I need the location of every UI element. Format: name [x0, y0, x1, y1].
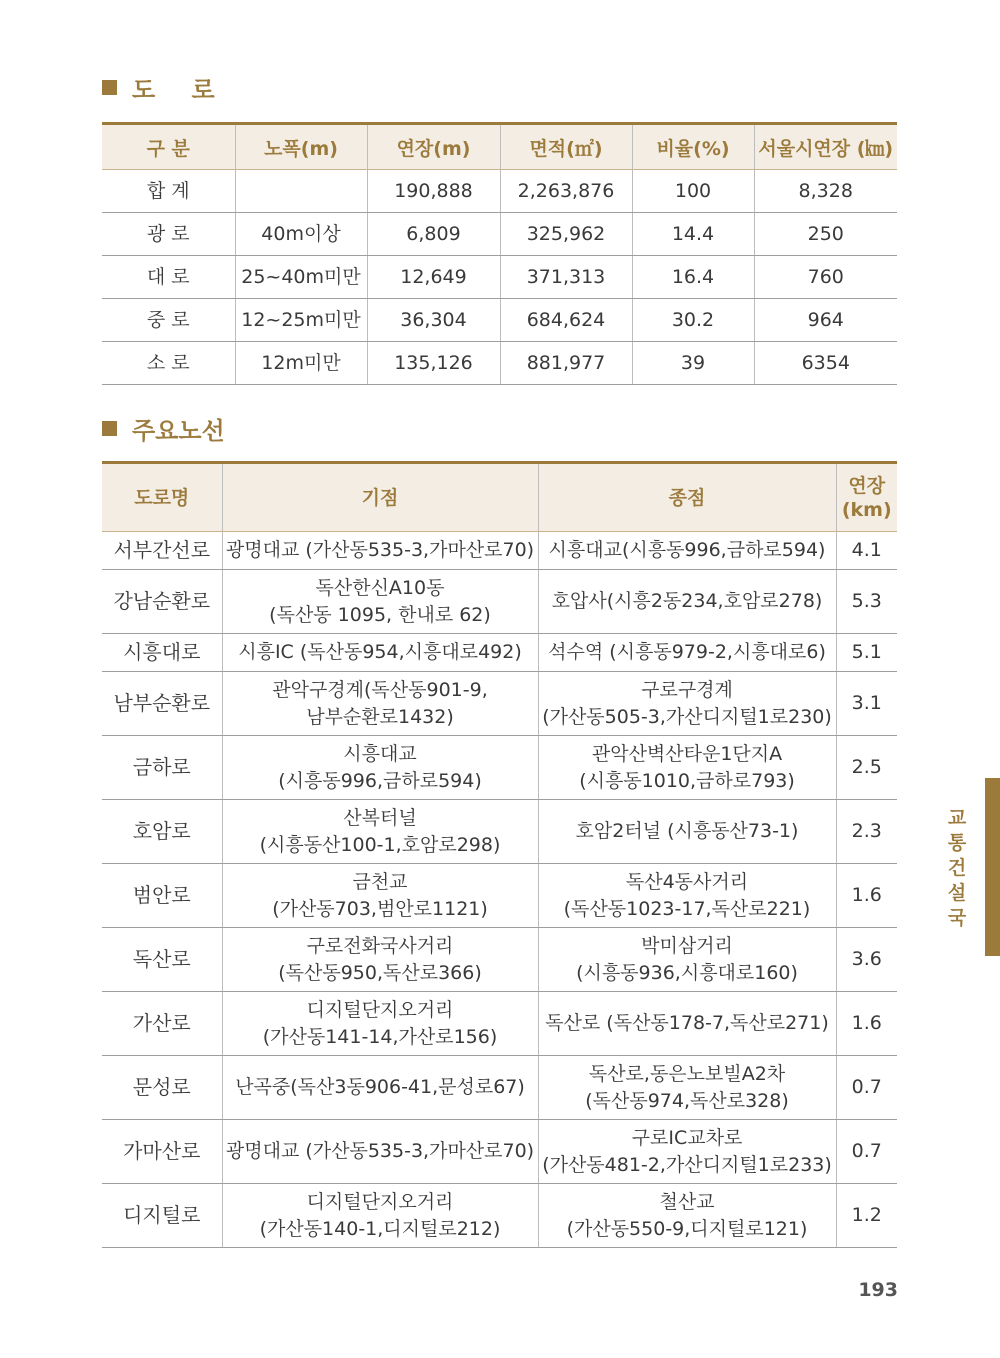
table-cell: 25~40m미만: [235, 256, 367, 299]
end-point-line: 구로IC교차로: [631, 1126, 743, 1149]
table-cell: [235, 170, 367, 213]
table-cell: 760: [754, 256, 897, 299]
end-point-cell: [538, 1120, 836, 1184]
table-cell: 12m미만: [235, 342, 367, 385]
side-tab-marker: [985, 778, 1000, 956]
start-point-cell: [222, 532, 538, 570]
table-cell: 100: [632, 170, 754, 213]
end-point-cell: [538, 634, 836, 672]
table-cell: 371,313: [500, 256, 632, 299]
start-point-line: (독산동950,독산로366): [278, 961, 482, 984]
header-road-name: 도로명: [102, 463, 222, 532]
table-row: [102, 992, 897, 1056]
table-cell: 30.2: [632, 299, 754, 342]
length-cell: 2.3: [836, 800, 897, 864]
end-point-cell: [538, 672, 836, 736]
table-cell: 39: [632, 342, 754, 385]
table-row: [102, 570, 897, 634]
start-point-line: 난곡중(독산3동906-41,문성로67): [235, 1076, 525, 1098]
end-point-line: (가산동550-9,디지털로121): [566, 1217, 808, 1240]
table-row: [102, 736, 897, 800]
length-cell: 2.5: [836, 736, 897, 800]
header-start: 기점: [222, 463, 538, 532]
road-name-cell: 시흥대로: [102, 634, 222, 672]
table-header-row: [102, 124, 897, 170]
table-row: [102, 928, 897, 992]
table-cell: 190,888: [367, 170, 500, 213]
length-cell: 5.1: [836, 634, 897, 672]
start-point-line: (독산동 1095, 한내로 62): [269, 603, 491, 626]
roads-table: [102, 122, 897, 385]
start-point-line: 광명대교 (가산동535-3,가마산로70): [225, 539, 535, 561]
end-point-line: 철산교: [659, 1190, 715, 1213]
end-point-line: 호암2터널 (시흥동산73-1): [575, 820, 799, 842]
end-point-cell: [538, 1056, 836, 1120]
length-cell: 5.3: [836, 570, 897, 634]
length-cell: 1.2: [836, 1184, 897, 1248]
table-cell: 964: [754, 299, 897, 342]
table-row: [102, 1056, 897, 1120]
end-point-line: 호압사(시흥2동234,호암로278): [551, 590, 823, 612]
start-point-line: 광명대교 (가산동535-3,가마산로70): [225, 1140, 535, 1162]
table-cell: 684,624: [500, 299, 632, 342]
start-point-cell: [222, 736, 538, 800]
table-cell: 대 로: [102, 256, 235, 299]
start-point-cell: [222, 928, 538, 992]
start-point-line: 시흥IC (독산동954,시흥대로492): [238, 641, 522, 663]
table-row: [102, 800, 897, 864]
road-name-cell: 남부순환로: [102, 672, 222, 736]
start-point-line: 시흥대교: [343, 742, 417, 765]
end-point-cell: [538, 928, 836, 992]
header-cell: 비율(%): [632, 124, 754, 170]
length-cell: 1.6: [836, 864, 897, 928]
end-point-line: 관악산벽산타운1단지A: [591, 742, 783, 765]
road-name-cell: 서부간선로: [102, 532, 222, 570]
start-point-cell: [222, 570, 538, 634]
road-name-cell: 문성로: [102, 1056, 222, 1120]
start-point-line: (시흥동996,금하로594): [278, 769, 482, 792]
road-name-cell: 디지털로: [102, 1184, 222, 1248]
table-row: [102, 299, 897, 342]
table-cell: 중 로: [102, 299, 235, 342]
header-length: [836, 463, 897, 532]
end-point-line: (독산동1023-17,독산로221): [563, 897, 811, 920]
end-point-cell: [538, 1184, 836, 1248]
table-cell: 325,962: [500, 213, 632, 256]
road-name-cell: 범안로: [102, 864, 222, 928]
header-cell: 서울시연장 (㎞): [754, 124, 897, 170]
header-length-line2: (km): [841, 498, 892, 521]
start-point-cell: [222, 672, 538, 736]
section-title-routes: [102, 411, 225, 446]
end-point-line: 시흥대교(시흥동996,금하로594): [548, 539, 826, 561]
header-cell: 연장(m): [367, 124, 500, 170]
table-row: [102, 672, 897, 736]
header-cell: 면적(㎡): [500, 124, 632, 170]
table-row: [102, 1120, 897, 1184]
start-point-line: 디지털단지오거리: [306, 1190, 454, 1213]
table-cell: 12~25m미만: [235, 299, 367, 342]
table-row: [102, 1184, 897, 1248]
road-name-cell: 금하로: [102, 736, 222, 800]
end-point-line: (가산동505-3,가산디지털1로230): [542, 705, 832, 728]
table-cell: 881,977: [500, 342, 632, 385]
header-length-line1: 연장: [848, 474, 886, 497]
start-point-line: 구로전화국사거리: [306, 934, 454, 957]
end-point-line: 독산4동사거리: [625, 870, 749, 893]
length-cell: 0.7: [836, 1056, 897, 1120]
section-title-roads: [102, 70, 229, 105]
start-point-cell: [222, 1184, 538, 1248]
end-point-line: 박미삼거리: [641, 934, 733, 957]
start-point-line: 금천교: [352, 870, 408, 893]
header-cell: 노폭(m): [235, 124, 367, 170]
length-cell: 3.1: [836, 672, 897, 736]
length-cell: 0.7: [836, 1120, 897, 1184]
length-cell: 1.6: [836, 992, 897, 1056]
table-cell: 14.4: [632, 213, 754, 256]
table-cell: 250: [754, 213, 897, 256]
table-cell: 16.4: [632, 256, 754, 299]
table-cell: 36,304: [367, 299, 500, 342]
end-point-line: 석수역 (시흥동979-2,시흥대로6): [548, 641, 826, 663]
table-row: [102, 864, 897, 928]
start-point-line: (시흥동산100-1,호암로298): [259, 833, 501, 856]
table-cell: 40m이상: [235, 213, 367, 256]
end-point-line: (시흥동1010,금하로793): [579, 769, 795, 792]
end-point-line: 독산로 (독산동178-7,독산로271): [545, 1012, 829, 1034]
table-cell: 12,649: [367, 256, 500, 299]
end-point-line: 독산로,동은노보빌A2차: [588, 1062, 786, 1085]
end-point-line: 구로구경계: [641, 678, 733, 701]
section-title-text: 도 로: [132, 76, 229, 104]
square-bullet-icon: [102, 421, 117, 436]
end-point-cell: [538, 532, 836, 570]
header-end: 종점: [538, 463, 836, 532]
start-point-line: 남부순환로1432): [306, 705, 454, 728]
start-point-cell: [222, 864, 538, 928]
start-point-line: 독산한신A10동: [315, 576, 445, 599]
table-row: [102, 256, 897, 299]
table-row: [102, 170, 897, 213]
header-cell: 구 분: [102, 124, 235, 170]
start-point-cell: [222, 1120, 538, 1184]
start-point-line: 산복터널: [343, 806, 417, 829]
side-tab-label: 교통건설국: [947, 807, 967, 929]
start-point-cell: [222, 634, 538, 672]
table-header-row: [102, 463, 897, 532]
table-cell: 8,328: [754, 170, 897, 213]
end-point-cell: [538, 864, 836, 928]
end-point-cell: [538, 736, 836, 800]
end-point-line: (시흥동936,시흥대로160): [576, 961, 798, 984]
routes-table: [102, 461, 897, 1248]
start-point-line: 디지털단지오거리: [306, 998, 454, 1021]
table-row: [102, 213, 897, 256]
section-title-text: 주요노선: [132, 417, 225, 445]
table-cell: 135,126: [367, 342, 500, 385]
road-name-cell: 가산로: [102, 992, 222, 1056]
end-point-line: (가산동481-2,가산디지털1로233): [542, 1153, 832, 1176]
page-number: 193: [858, 1279, 898, 1301]
table-cell: 6,809: [367, 213, 500, 256]
table-cell: 소 로: [102, 342, 235, 385]
start-point-cell: [222, 1056, 538, 1120]
end-point-cell: [538, 570, 836, 634]
road-name-cell: 가마산로: [102, 1120, 222, 1184]
start-point-cell: [222, 800, 538, 864]
length-cell: 4.1: [836, 532, 897, 570]
end-point-cell: [538, 800, 836, 864]
table-cell: 광 로: [102, 213, 235, 256]
start-point-line: 관악구경계(독산동901-9,: [272, 678, 488, 701]
table-row: [102, 634, 897, 672]
table-cell: 합 계: [102, 170, 235, 213]
start-point-line: (가산동141-14,가산로156): [262, 1025, 498, 1048]
road-name-cell: 호암로: [102, 800, 222, 864]
end-point-line: (독산동974,독산로328): [585, 1089, 789, 1112]
start-point-cell: [222, 992, 538, 1056]
table-cell: 2,263,876: [500, 170, 632, 213]
square-bullet-icon: [102, 80, 117, 95]
table-cell: 6354: [754, 342, 897, 385]
start-point-line: (가산동140-1,디지털로212): [259, 1217, 501, 1240]
table-row: [102, 342, 897, 385]
road-name-cell: 강남순환로: [102, 570, 222, 634]
end-point-cell: [538, 992, 836, 1056]
road-name-cell: 독산로: [102, 928, 222, 992]
length-cell: 3.6: [836, 928, 897, 992]
start-point-line: (가산동703,범안로1121): [272, 897, 488, 920]
table-row: [102, 532, 897, 570]
